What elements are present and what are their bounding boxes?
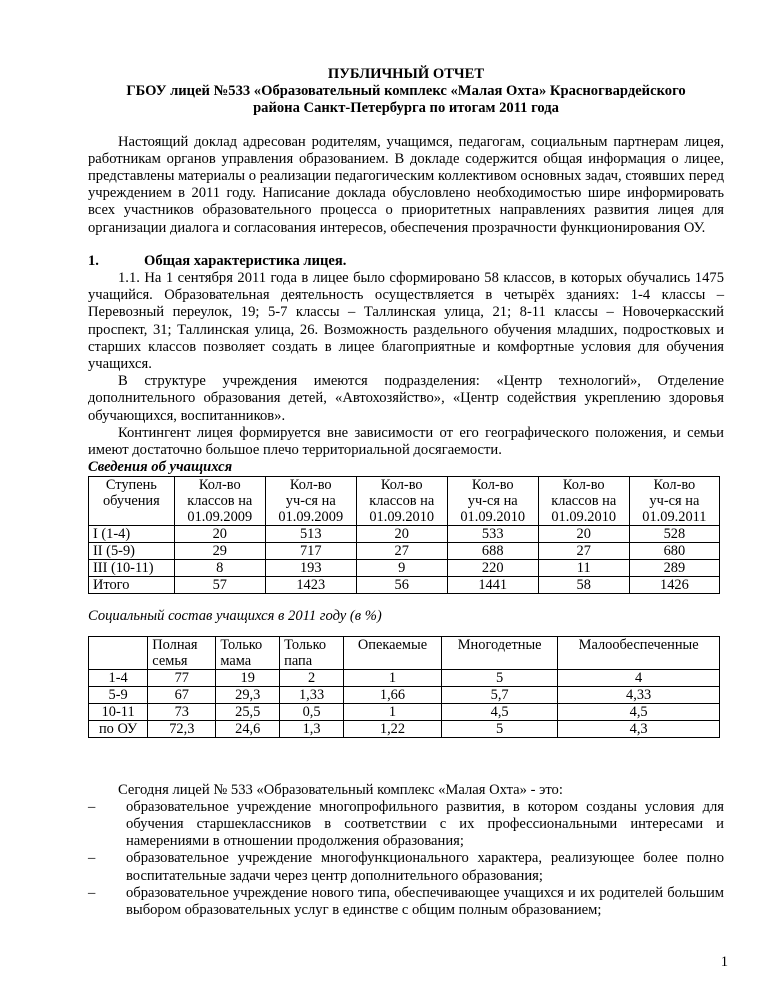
students-table — [88, 476, 720, 594]
column-header: Полная семья — [148, 636, 216, 669]
column-header: Опекаемые — [343, 636, 441, 669]
list-item-text: образовательное учреждение многофункционального характера, реализующее более полно воспитательные задачи через центр дополнительного образования; — [126, 850, 724, 884]
section-1-paragraph-1: 1.1. На 1 сентября 2011 года в лицее было сформировано 58 классов, в которых обучались 1475 учащийся. Образовательная деятельность осуществляется в четырёх зданиях: 1-4 классы – Перевозный переулок, 19; 5-7 классы – Таллинская улица, 21; 8-11 классы – Новочеркасский проспект, 31; Таллинская улица, 26. Возможность раздельного обучения младших, подростковых и старших классов позволяет создать в лицее благоприятные и комфортные условия для обучения учащихся. — [88, 270, 724, 373]
column-header: Кол-во классов на 01.09.2010 — [356, 477, 447, 526]
table-cell: 11 — [538, 560, 629, 577]
table-cell: 5 — [442, 720, 558, 737]
intro-paragraph: Настоящий доклад адресован родителям, учащимся, педагогам, социальным партнерам лицея, работникам органов управления образованием. В докладе содержится общая информация о лицее, представлены материалы о реализации педагогическим коллективом основных задач, стоявших перед учреждением в 2011 году. Написание доклада обусловлено необходимостью шире информировать всех участников образовательного процесса о приоритетных направлениях развития лицея для организации диалога и согласования интересов, обеспечения прозрачности функционирования ОУ. — [88, 133, 724, 236]
table-row — [89, 703, 720, 720]
table-cell: 19 — [216, 669, 280, 686]
table-row — [89, 686, 720, 703]
list-item-text: образовательное учреждение нового типа, обеспечивающее учащихся и их родителей большим выбором образовательных услуг в единстве с общим полным образованием; — [126, 884, 724, 919]
table-cell: 680 — [629, 543, 719, 560]
column-header: Только папа — [280, 636, 344, 669]
table-cell: 8 — [174, 560, 265, 577]
section-1-title: Общая характеристика лицея. — [144, 252, 347, 269]
column-header: Кол-во классов на 01.09.2009 — [174, 477, 265, 526]
dash-bullet: – — [88, 850, 96, 867]
column-header: Кол-во классов на 01.09.2010 — [538, 477, 629, 526]
table-row — [89, 669, 720, 686]
table-row — [89, 577, 720, 594]
table-cell: 1-4 — [89, 669, 148, 686]
table-header-row — [89, 477, 720, 526]
table-cell: 20 — [356, 526, 447, 543]
table-cell: 1,66 — [343, 686, 441, 703]
table-cell: 1441 — [447, 577, 538, 594]
table-cell: 4,5 — [442, 703, 558, 720]
list-item — [88, 799, 724, 851]
table-cell: 9 — [356, 560, 447, 577]
table-cell: 77 — [148, 669, 216, 686]
column-header: Ступень обучения — [89, 477, 175, 526]
table-row — [89, 543, 720, 560]
dash-bullet: – — [88, 798, 96, 815]
table-cell: 1,33 — [280, 686, 344, 703]
today-lead: Сегодня лицей № 533 «Образовательный комплекс «Малая Охта» - это: — [118, 781, 563, 798]
table-cell: 289 — [629, 560, 719, 577]
list-item — [88, 885, 724, 919]
table-cell: 5 — [442, 669, 558, 686]
table-cell: по ОУ — [89, 720, 148, 737]
table-cell: 29 — [174, 543, 265, 560]
column-header: Кол-во уч-ся на 01.09.2009 — [265, 477, 356, 526]
table-cell: 5,7 — [442, 686, 558, 703]
social-composition-table — [88, 636, 720, 738]
table-cell: 513 — [265, 526, 356, 543]
table-cell: 29,3 — [216, 686, 280, 703]
table-cell: Итого — [89, 577, 175, 594]
table-1-caption: Сведения об учащихся — [88, 459, 233, 476]
table-cell: I (1-4) — [89, 526, 175, 543]
column-header — [89, 636, 148, 669]
title-line-3: района Санкт-Петербурга по итогам 2011 года — [253, 100, 559, 117]
list-item-text: образовательное учреждение многопрофильного развития, в котором созданы условия для обучения старшеклассников в соответствии с их профессиональными интересами и намерениями в отношении продолжения образования; — [126, 798, 724, 850]
table-cell: 58 — [538, 577, 629, 594]
section-1-paragraph-2: В структуре учреждения имеются подразделения: «Центр технологий», Отделение дополнительного образования детей, «Автохозяйство», «Центр содействия укреплению здоровья обучающихся, воспитанников». — [88, 373, 724, 424]
table-cell: 193 — [265, 560, 356, 577]
table-cell: 5-9 — [89, 686, 148, 703]
table-cell: 4 — [558, 669, 720, 686]
table-cell: 2 — [280, 669, 344, 686]
table-row — [89, 720, 720, 737]
table-cell: 1,22 — [343, 720, 441, 737]
table-cell: 0,5 — [280, 703, 344, 720]
table-cell: 4,33 — [558, 686, 720, 703]
table-cell: 1,3 — [280, 720, 344, 737]
table-row — [89, 526, 720, 543]
column-header: Кол-во уч-ся на 01.09.2010 — [447, 477, 538, 526]
table-cell: 688 — [447, 543, 538, 560]
table-cell: 67 — [148, 686, 216, 703]
page-number: 1 — [720, 954, 728, 970]
document-page — [88, 66, 724, 919]
table-row — [89, 560, 720, 577]
column-header: Малообеспеченные — [558, 636, 720, 669]
today-list — [88, 799, 724, 919]
table-cell: 717 — [265, 543, 356, 560]
column-header: Кол-во уч-ся на 01.09.2011 — [629, 477, 719, 526]
table-header-row — [89, 636, 720, 669]
table-cell: 4,3 — [558, 720, 720, 737]
table-2-caption: Социальный состав учащихся в 2011 году (в %) — [88, 608, 382, 625]
section-1-paragraph-3: Контингент лицея формируется вне зависимости от его географического положения, и семьи имеют достаточно большое плечо территориальной досягаемости. — [88, 424, 724, 459]
table-cell: II (5-9) — [89, 543, 175, 560]
table-cell: 25,5 — [216, 703, 280, 720]
section-1-number: 1. — [88, 252, 99, 269]
table-cell: 56 — [356, 577, 447, 594]
table-cell: 27 — [538, 543, 629, 560]
table-cell: 24,6 — [216, 720, 280, 737]
table-cell: 528 — [629, 526, 719, 543]
table-cell: 220 — [447, 560, 538, 577]
table-cell: 1 — [343, 669, 441, 686]
table-cell: 1 — [343, 703, 441, 720]
list-item — [88, 850, 724, 884]
section-1-heading — [88, 253, 724, 270]
table-cell: 27 — [356, 543, 447, 560]
column-header: Только мама — [216, 636, 280, 669]
table-cell: 1426 — [629, 577, 719, 594]
dash-bullet: – — [88, 884, 96, 901]
table-cell: 73 — [148, 703, 216, 720]
table-cell: 20 — [174, 526, 265, 543]
table-cell: 1423 — [265, 577, 356, 594]
table-cell: 57 — [174, 577, 265, 594]
table-cell: 72,3 — [148, 720, 216, 737]
document-title — [88, 66, 724, 118]
title-line-2: ГБОУ лицей №533 «Образовательный комплекс «Малая Охта» Красногвардейского — [126, 83, 686, 100]
table-cell: 533 — [447, 526, 538, 543]
table-cell: 10-11 — [89, 703, 148, 720]
column-header: Многодетные — [442, 636, 558, 669]
table-cell: III (10-11) — [89, 560, 175, 577]
table-cell: 4,5 — [558, 703, 720, 720]
table-cell: 20 — [538, 526, 629, 543]
title-line-1: ПУБЛИЧНЫЙ ОТЧЕТ — [327, 66, 485, 82]
